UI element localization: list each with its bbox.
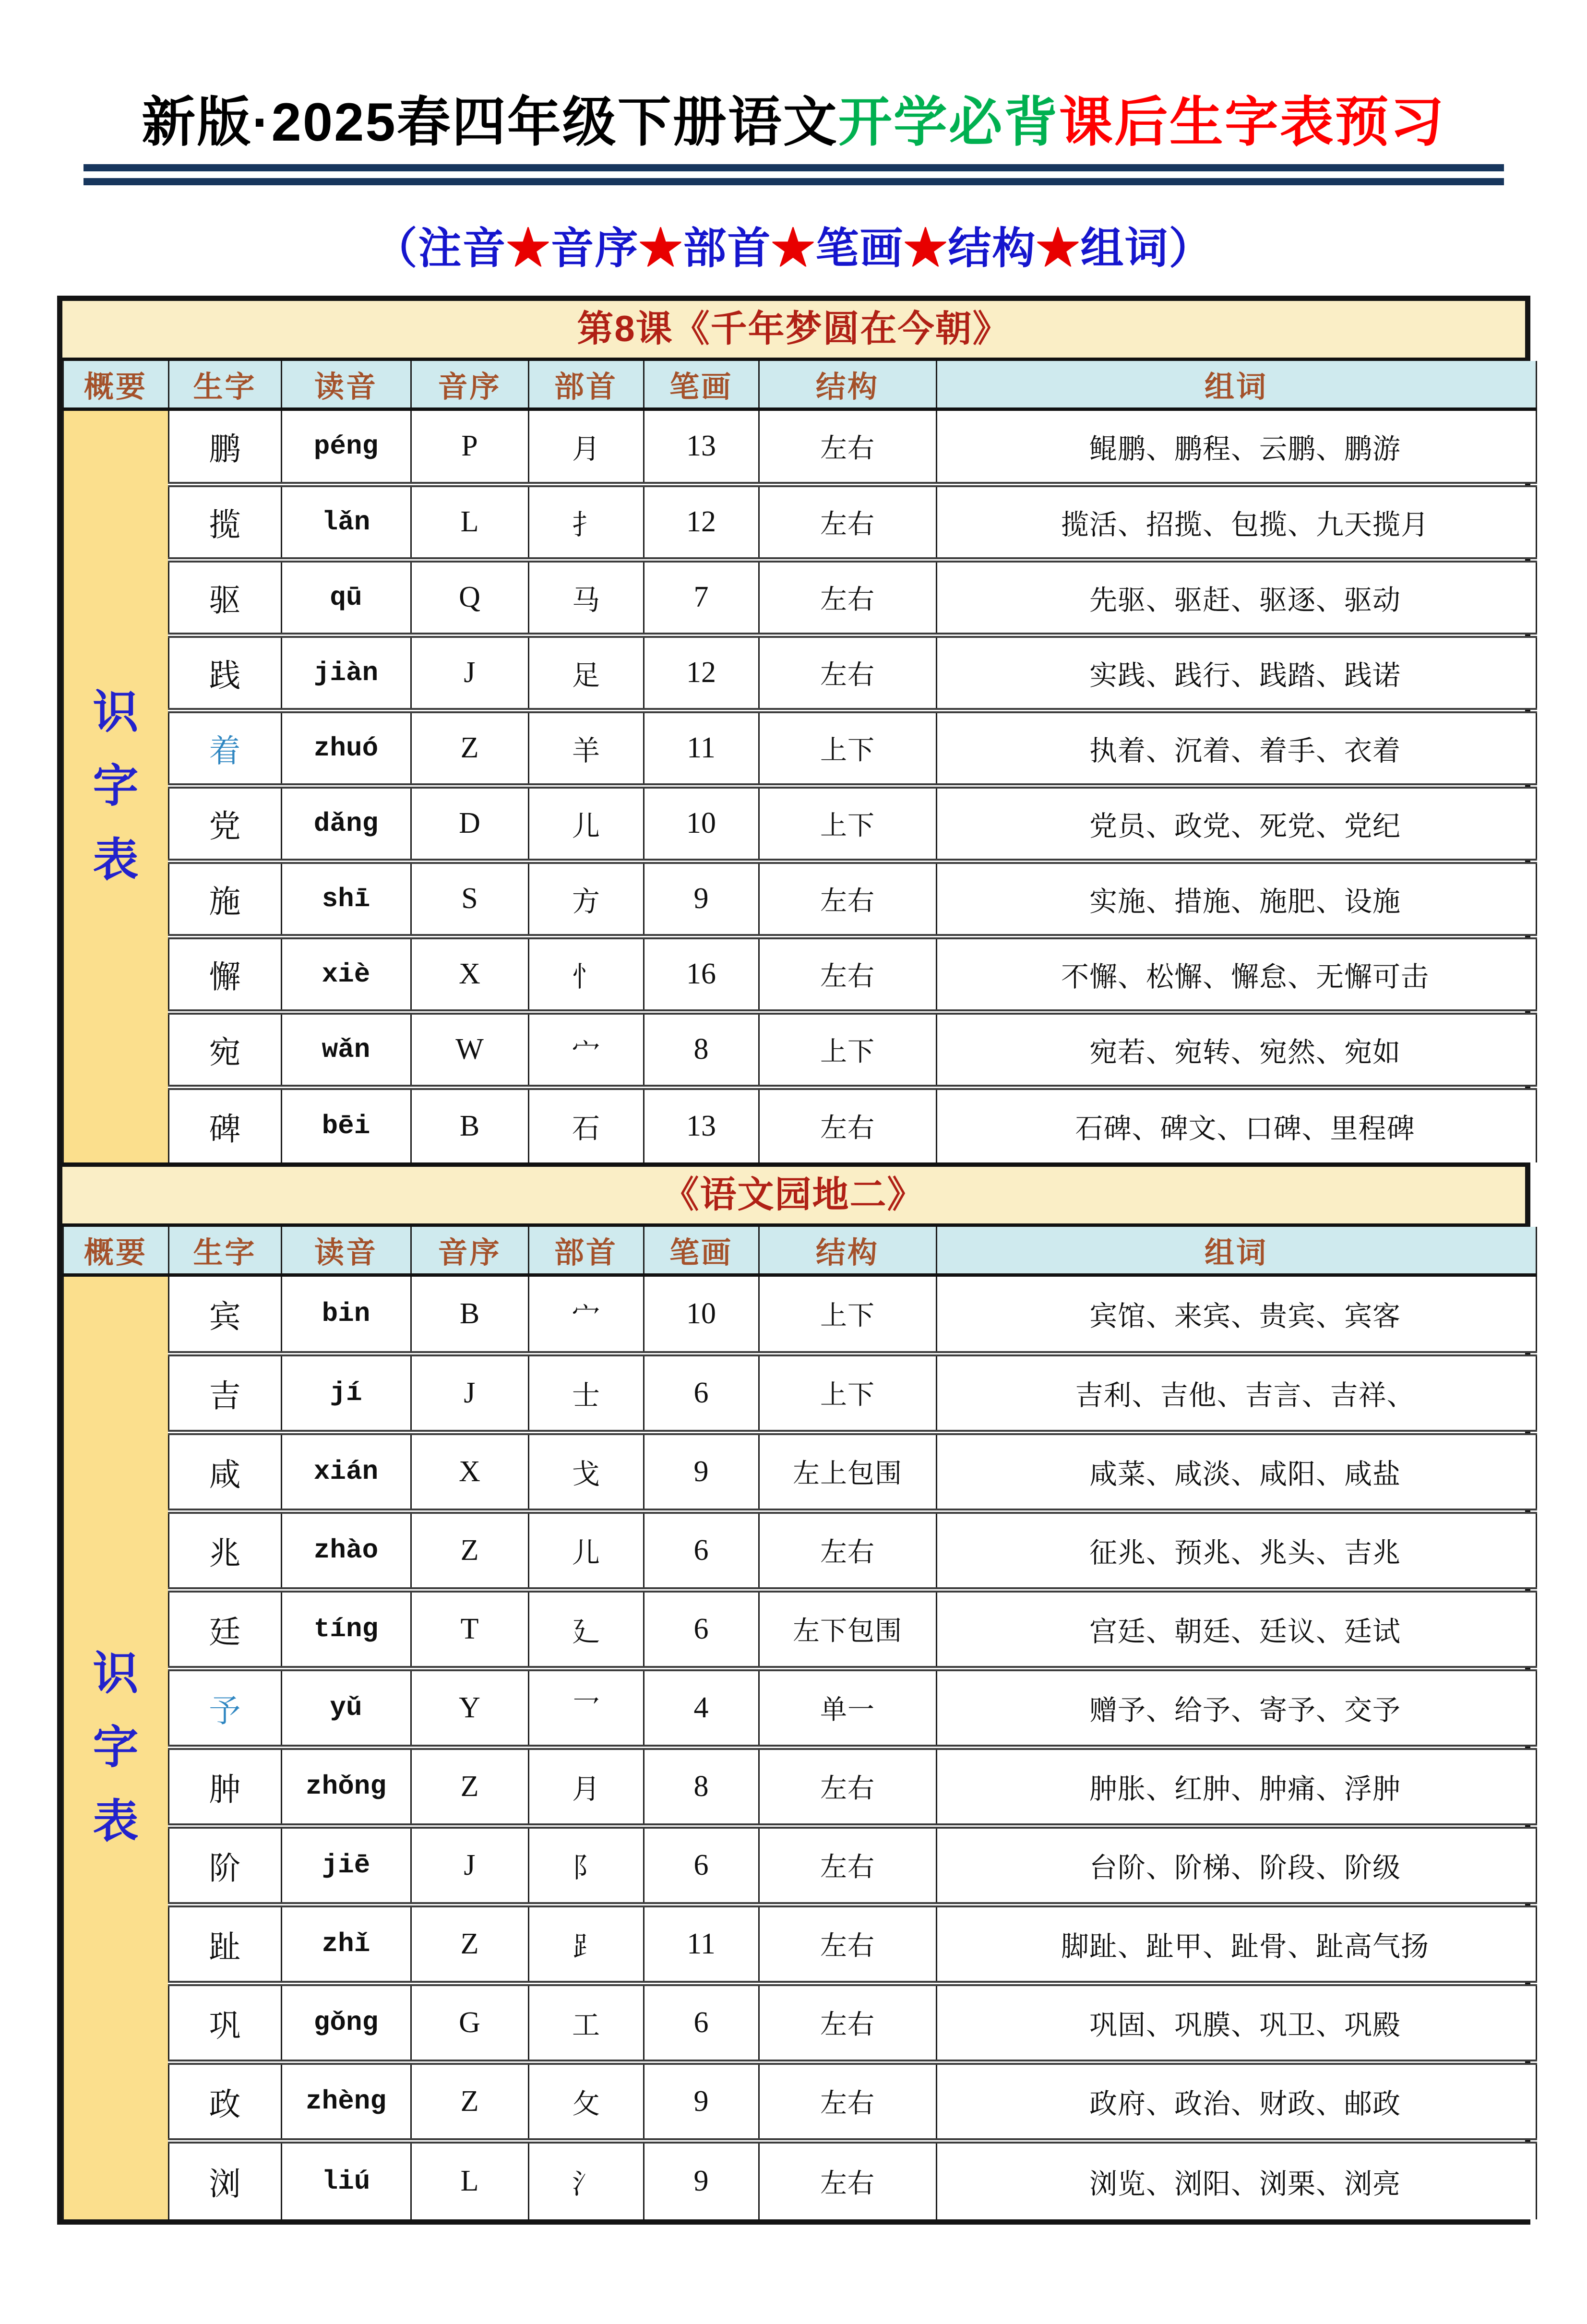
overview-cell	[63, 409, 168, 1162]
column-header: 概要	[63, 1227, 168, 1275]
vocab-grid	[62, 361, 1537, 1162]
subtitle-item: 组词	[1080, 225, 1169, 273]
initial-cell: L	[411, 2141, 528, 2219]
pinyin-cell: tíng	[281, 1590, 411, 1668]
rule-bar-top	[84, 164, 1504, 171]
radical-cell: 月	[528, 1747, 644, 1826]
table-row	[63, 409, 1536, 484]
star-icon: ★	[1036, 225, 1081, 273]
radical-cell: 石	[528, 1087, 644, 1162]
subtitle-close-paren: ）	[1169, 225, 1213, 273]
radical-cell: 宀	[528, 1012, 644, 1087]
words-cell: 揽活、招揽、包揽、九天揽月	[936, 484, 1536, 560]
pinyin-cell: jí	[281, 1354, 411, 1432]
column-header: 读音	[281, 1227, 411, 1275]
words-cell: 巩固、巩膜、巩卫、巩殿	[936, 1983, 1536, 2062]
initial-cell: G	[411, 1983, 528, 2062]
star-icon: ★	[639, 225, 683, 273]
column-header: 组词	[936, 1227, 1536, 1275]
radical-cell: 宀	[528, 1275, 644, 1354]
table-row	[63, 635, 1536, 710]
char-cell: 予	[168, 1668, 281, 1747]
char-cell: 党	[168, 786, 281, 861]
pinyin-cell: qū	[281, 560, 411, 635]
table-row	[63, 2062, 1536, 2141]
strokes-cell: 6	[644, 1590, 759, 1668]
pinyin-cell: péng	[281, 409, 411, 484]
column-header-row	[63, 361, 1536, 409]
radical-cell: 足	[528, 635, 644, 710]
table-row	[63, 1354, 1536, 1432]
structure-cell: 左右	[759, 861, 936, 936]
words-cell: 不懈、松懈、懈怠、无懈可击	[936, 936, 1536, 1012]
words-cell: 宾馆、来宾、贵宾、宾客	[936, 1275, 1536, 1354]
pinyin-cell: gǒng	[281, 1983, 411, 2062]
column-header: 笔画	[644, 1227, 759, 1275]
radical-cell: 羊	[528, 710, 644, 786]
table-row	[63, 1826, 1536, 1905]
words-cell: 政府、政治、财政、邮政	[936, 2062, 1536, 2141]
char-cell: 揽	[168, 484, 281, 560]
pinyin-cell: bēi	[281, 1087, 411, 1162]
strokes-cell: 10	[644, 1275, 759, 1354]
char-cell: 驱	[168, 560, 281, 635]
column-header: 音序	[411, 361, 528, 409]
initial-cell: T	[411, 1590, 528, 1668]
column-header: 生字	[168, 1227, 281, 1275]
radical-cell: 忄	[528, 936, 644, 1012]
pinyin-cell: wǎn	[281, 1012, 411, 1087]
column-header: 音序	[411, 1227, 528, 1275]
initial-cell: L	[411, 484, 528, 560]
column-header: 组词	[936, 361, 1536, 409]
column-header: 读音	[281, 361, 411, 409]
char-cell: 巩	[168, 1983, 281, 2062]
table-row	[63, 1432, 1536, 1511]
words-cell: 台阶、阶梯、阶段、阶级	[936, 1826, 1536, 1905]
strokes-cell: 6	[644, 1354, 759, 1432]
structure-cell: 左右	[759, 1511, 936, 1590]
char-cell: 鹏	[168, 409, 281, 484]
star-icon: ★	[771, 225, 816, 273]
words-cell: 宫廷、朝廷、廷议、廷试	[936, 1590, 1536, 1668]
column-header: 笔画	[644, 361, 759, 409]
strokes-cell: 9	[644, 1432, 759, 1511]
words-cell: 咸菜、咸淡、咸阳、咸盐	[936, 1432, 1536, 1511]
radical-cell: 儿	[528, 786, 644, 861]
table-row	[63, 560, 1536, 635]
radical-cell: 马	[528, 560, 644, 635]
radical-cell: ⻊	[528, 1905, 644, 1983]
strokes-cell: 8	[644, 1747, 759, 1826]
initial-cell: Z	[411, 710, 528, 786]
subtitle-item: 部首	[683, 225, 772, 273]
strokes-cell: 6	[644, 1511, 759, 1590]
initial-cell: Z	[411, 1747, 528, 1826]
structure-cell: 左上包围	[759, 1432, 936, 1511]
words-cell: 实施、措施、施肥、设施	[936, 861, 1536, 936]
structure-cell: 左右	[759, 1087, 936, 1162]
column-header: 部首	[528, 361, 644, 409]
strokes-cell: 9	[644, 2141, 759, 2219]
structure-cell: 左右	[759, 1905, 936, 1983]
column-header: 结构	[759, 361, 936, 409]
strokes-cell: 6	[644, 1983, 759, 2062]
words-cell: 执着、沉着、着手、衣着	[936, 710, 1536, 786]
structure-cell: 左右	[759, 2062, 936, 2141]
words-cell: 鲲鹏、鹏程、云鹏、鹏游	[936, 409, 1536, 484]
table-section	[62, 301, 1525, 1162]
radical-cell: 廴	[528, 1590, 644, 1668]
pinyin-cell: yǔ	[281, 1668, 411, 1747]
radical-cell: 月	[528, 409, 644, 484]
initial-cell: Z	[411, 2062, 528, 2141]
char-cell: 廷	[168, 1590, 281, 1668]
structure-cell: 左下包围	[759, 1590, 936, 1668]
structure-cell: 左右	[759, 1983, 936, 2062]
table-row	[63, 1983, 1536, 2062]
char-cell: 政	[168, 2062, 281, 2141]
structure-cell: 上下	[759, 786, 936, 861]
structure-cell: 左右	[759, 1826, 936, 1905]
title-part-black: 新版·2025春四年级下册语文	[142, 92, 838, 152]
table-row	[63, 2141, 1536, 2219]
radical-cell: 方	[528, 861, 644, 936]
pinyin-cell: dǎng	[281, 786, 411, 861]
initial-cell: S	[411, 861, 528, 936]
vocab-table	[57, 296, 1530, 2225]
strokes-cell: 6	[644, 1826, 759, 1905]
table-row	[63, 484, 1536, 560]
initial-cell: P	[411, 409, 528, 484]
strokes-cell: 13	[644, 409, 759, 484]
table-row	[63, 861, 1536, 936]
title-part-green: 开学必背	[838, 92, 1059, 152]
words-cell: 石碑、碑文、口碑、里程碑	[936, 1087, 1536, 1162]
table-row	[63, 1511, 1536, 1590]
initial-cell: Y	[411, 1668, 528, 1747]
char-cell: 施	[168, 861, 281, 936]
char-cell: 咸	[168, 1432, 281, 1511]
char-cell: 践	[168, 635, 281, 710]
table-section	[62, 1162, 1525, 2219]
char-cell: 懈	[168, 936, 281, 1012]
radical-cell: 攵	[528, 2062, 644, 2141]
words-cell: 先驱、驱赶、驱逐、驱动	[936, 560, 1536, 635]
strokes-cell: 12	[644, 635, 759, 710]
structure-cell: 左右	[759, 560, 936, 635]
star-icon: ★	[904, 225, 948, 273]
strokes-cell: 7	[644, 560, 759, 635]
structure-cell: 上下	[759, 1012, 936, 1087]
strokes-cell: 11	[644, 1905, 759, 1983]
initial-cell: B	[411, 1275, 528, 1354]
subtitle-item: 结构	[948, 225, 1037, 273]
structure-cell: 左右	[759, 936, 936, 1012]
structure-cell: 左右	[759, 484, 936, 560]
pinyin-cell: zhuó	[281, 710, 411, 786]
pinyin-cell: zhǐ	[281, 1905, 411, 1983]
words-cell: 宛若、宛转、宛然、宛如	[936, 1012, 1536, 1087]
radical-cell: 阝	[528, 1826, 644, 1905]
pinyin-cell: lǎn	[281, 484, 411, 560]
char-cell: 宾	[168, 1275, 281, 1354]
radical-cell: 戈	[528, 1432, 644, 1511]
structure-cell: 上下	[759, 1275, 936, 1354]
table-row	[63, 1747, 1536, 1826]
sidebar-label: 识字表	[93, 1648, 139, 1847]
structure-cell: 左右	[759, 635, 936, 710]
words-cell: 赠予、给予、寄予、交予	[936, 1668, 1536, 1747]
strokes-cell: 9	[644, 861, 759, 936]
initial-cell: J	[411, 635, 528, 710]
strokes-cell: 13	[644, 1087, 759, 1162]
words-cell: 肿胀、红肿、肿痛、浮肿	[936, 1747, 1536, 1826]
char-cell: 吉	[168, 1354, 281, 1432]
structure-cell: 上下	[759, 710, 936, 786]
radical-cell: 氵	[528, 2141, 644, 2219]
rule-gap	[84, 171, 1504, 178]
pinyin-cell: zhèng	[281, 2062, 411, 2141]
pinyin-cell: zhǒng	[281, 1747, 411, 1826]
initial-cell: X	[411, 936, 528, 1012]
words-cell: 征兆、预兆、兆头、吉兆	[936, 1511, 1536, 1590]
strokes-cell: 4	[644, 1668, 759, 1747]
title-part-red: 课后生字表预习	[1059, 92, 1445, 152]
structure-cell: 左右	[759, 409, 936, 484]
table-row	[63, 1087, 1536, 1162]
char-cell: 碑	[168, 1087, 281, 1162]
initial-cell: Z	[411, 1511, 528, 1590]
column-header: 结构	[759, 1227, 936, 1275]
vocab-grid	[62, 1227, 1537, 2219]
char-cell: 肿	[168, 1747, 281, 1826]
structure-cell: 左右	[759, 2141, 936, 2219]
words-cell: 脚趾、趾甲、趾骨、趾高气扬	[936, 1905, 1536, 1983]
overview-cell	[63, 1275, 168, 2219]
table-row	[63, 1905, 1536, 1983]
pinyin-cell: shī	[281, 861, 411, 936]
initial-cell: W	[411, 1012, 528, 1087]
initial-cell: Q	[411, 560, 528, 635]
table-row	[63, 1012, 1536, 1087]
radical-cell: 儿	[528, 1511, 644, 1590]
char-cell: 兆	[168, 1511, 281, 1590]
strokes-cell: 16	[644, 936, 759, 1012]
words-cell: 浏览、浏阳、浏栗、浏亮	[936, 2141, 1536, 2219]
strokes-cell: 9	[644, 2062, 759, 2141]
table-row	[63, 710, 1536, 786]
column-header: 概要	[63, 361, 168, 409]
subtitle-item: 笔画	[815, 225, 904, 273]
pinyin-cell: jiàn	[281, 635, 411, 710]
column-header-row	[63, 1227, 1536, 1275]
initial-cell: Z	[411, 1905, 528, 1983]
star-icon: ★	[506, 225, 551, 273]
char-cell: 宛	[168, 1012, 281, 1087]
radical-cell: 扌	[528, 484, 644, 560]
radical-cell: 工	[528, 1983, 644, 2062]
words-cell: 吉利、吉他、吉言、吉祥、	[936, 1354, 1536, 1432]
table-row	[63, 1275, 1536, 1354]
radical-cell: 士	[528, 1354, 644, 1432]
subtitle-open-paren: （	[374, 225, 418, 273]
structure-cell: 单一	[759, 1668, 936, 1747]
table-row	[63, 1668, 1536, 1747]
pinyin-cell: bin	[281, 1275, 411, 1354]
initial-cell: X	[411, 1432, 528, 1511]
section-title: 第8课《千年梦圆在今朝》	[62, 301, 1525, 361]
pinyin-cell: zhào	[281, 1511, 411, 1590]
column-header: 生字	[168, 361, 281, 409]
section-title: 《语文园地二》	[62, 1162, 1525, 1227]
pinyin-cell: liú	[281, 2141, 411, 2219]
char-cell: 着	[168, 710, 281, 786]
strokes-cell: 11	[644, 710, 759, 786]
pinyin-cell: xián	[281, 1432, 411, 1511]
pinyin-cell: xiè	[281, 936, 411, 1012]
table-row	[63, 1590, 1536, 1668]
initial-cell: J	[411, 1354, 528, 1432]
initial-cell: B	[411, 1087, 528, 1162]
initial-cell: D	[411, 786, 528, 861]
column-header: 部首	[528, 1227, 644, 1275]
structure-cell: 上下	[759, 1354, 936, 1432]
page-title	[29, 79, 1558, 156]
table-row	[63, 936, 1536, 1012]
sidebar-label: 识字表	[93, 686, 139, 886]
char-cell: 浏	[168, 2141, 281, 2219]
page-subtitle	[0, 213, 1587, 276]
strokes-cell: 8	[644, 1012, 759, 1087]
rule-bar-bottom	[84, 178, 1504, 185]
table-row	[63, 786, 1536, 861]
subtitle-item: 注音	[418, 225, 507, 273]
subtitle-item: 音序	[550, 225, 639, 273]
initial-cell: J	[411, 1826, 528, 1905]
structure-cell: 左右	[759, 1747, 936, 1826]
radical-cell: 乛	[528, 1668, 644, 1747]
char-cell: 阶	[168, 1826, 281, 1905]
char-cell: 趾	[168, 1905, 281, 1983]
strokes-cell: 12	[644, 484, 759, 560]
words-cell: 党员、政党、死党、党纪	[936, 786, 1536, 861]
words-cell: 实践、践行、践踏、践诺	[936, 635, 1536, 710]
title-double-rule	[84, 164, 1504, 185]
pinyin-cell: jiē	[281, 1826, 411, 1905]
strokes-cell: 10	[644, 786, 759, 861]
